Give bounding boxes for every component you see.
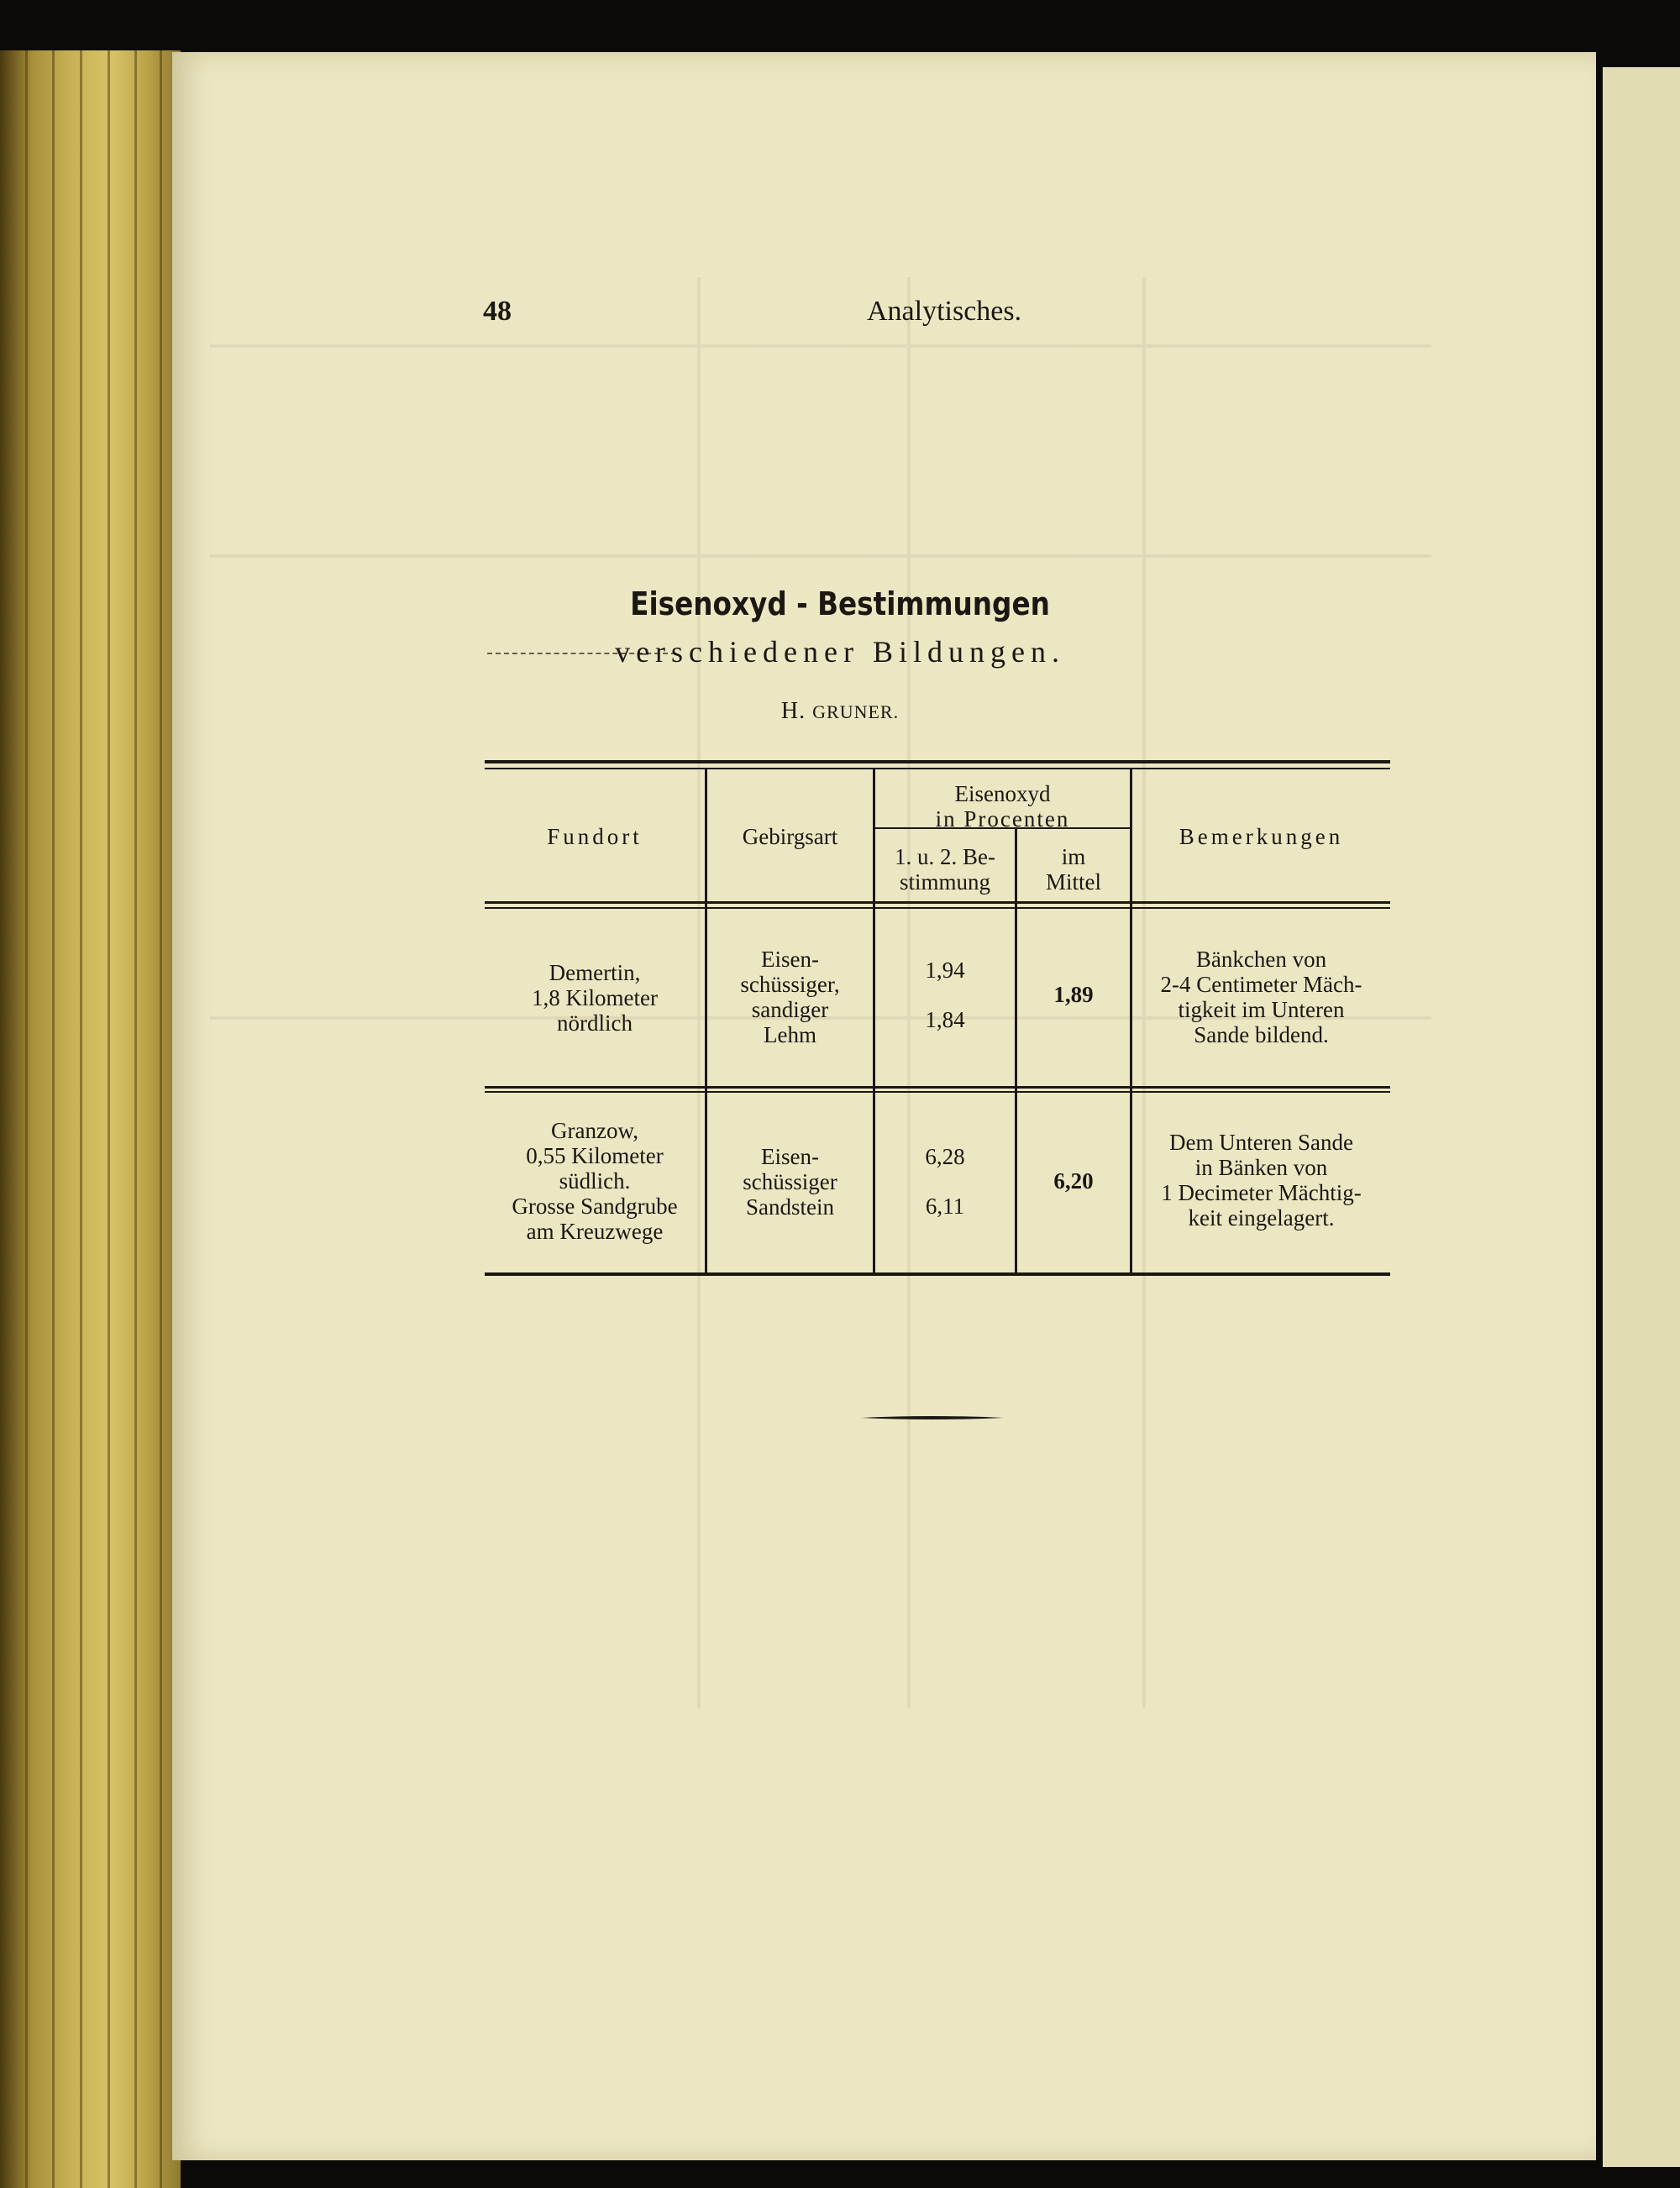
- author-prefix: H.: [780, 698, 806, 724]
- book-page-edges: [0, 50, 181, 2188]
- header-bestimmung-line1: 1. u. 2. Be-: [895, 844, 995, 869]
- running-head: Analytisches.: [867, 296, 1022, 327]
- row1-gebirgsart: Eisen- schüssiger, sandiger Lehm: [740, 947, 840, 1047]
- row2-gebirgsart: Eisen- schüssiger Sandstein: [743, 1144, 837, 1220]
- author: [0, 698, 1680, 725]
- row2-fundort: Granzow, 0,55 Kilometer südlich. Grosse Sandgrube am Kreuzwege: [512, 1118, 678, 1244]
- header-eisenoxyd: [875, 781, 1130, 832]
- row1-fundort: Demertin, 1,8 Kilometer nördlich: [532, 960, 658, 1036]
- header-bestimmung: [875, 844, 1015, 895]
- row2-mittel: 6,20: [1053, 1168, 1094, 1194]
- header-fundort: Fundort: [547, 824, 643, 849]
- row2-bemerkungen: Dem Unteren Sande in Bänken von 1 Decimeter Mächtig- keit eingelagert.: [1161, 1130, 1362, 1230]
- page-number: 48: [483, 296, 512, 327]
- header-bestimmung-line2: stimmung: [899, 869, 990, 895]
- header-bemerkungen: Bemerkungen: [1179, 824, 1344, 849]
- header-eisenoxyd-line1: Eisenoxyd: [954, 781, 1051, 806]
- row1-bemerkungen: Bänkchen von 2-4 Centimeter Mäch- tigkeit im Unteren Sande bildend.: [1160, 947, 1362, 1047]
- end-ornament-icon: [861, 1415, 1004, 1420]
- row1-mittel: 1,89: [1053, 982, 1094, 1007]
- row2-bestimmung-2: 6,11: [925, 1194, 965, 1219]
- row1-bestimmung-2: 1,84: [925, 1007, 965, 1032]
- header-mittel-line1: im: [1061, 844, 1086, 869]
- table-title: Eisenoxyd - Bestimmungen: [630, 585, 1050, 622]
- header-gebirgsart: Gebirgsart: [742, 824, 838, 849]
- header-eisenoxyd-line2: in Procenten: [935, 806, 1070, 832]
- table-subtitle: verschiedener Bildungen.: [615, 635, 1065, 669]
- header-mittel-line2: Mittel: [1046, 869, 1101, 895]
- facing-page-edge: [1603, 67, 1680, 2167]
- row2-bestimmung-1: 6,28: [925, 1144, 965, 1169]
- row1-bestimmung-1: 1,94: [925, 958, 965, 983]
- header-mittel: [1017, 844, 1130, 895]
- data-table: [485, 760, 1390, 1281]
- author-name: GRUNER.: [812, 701, 900, 722]
